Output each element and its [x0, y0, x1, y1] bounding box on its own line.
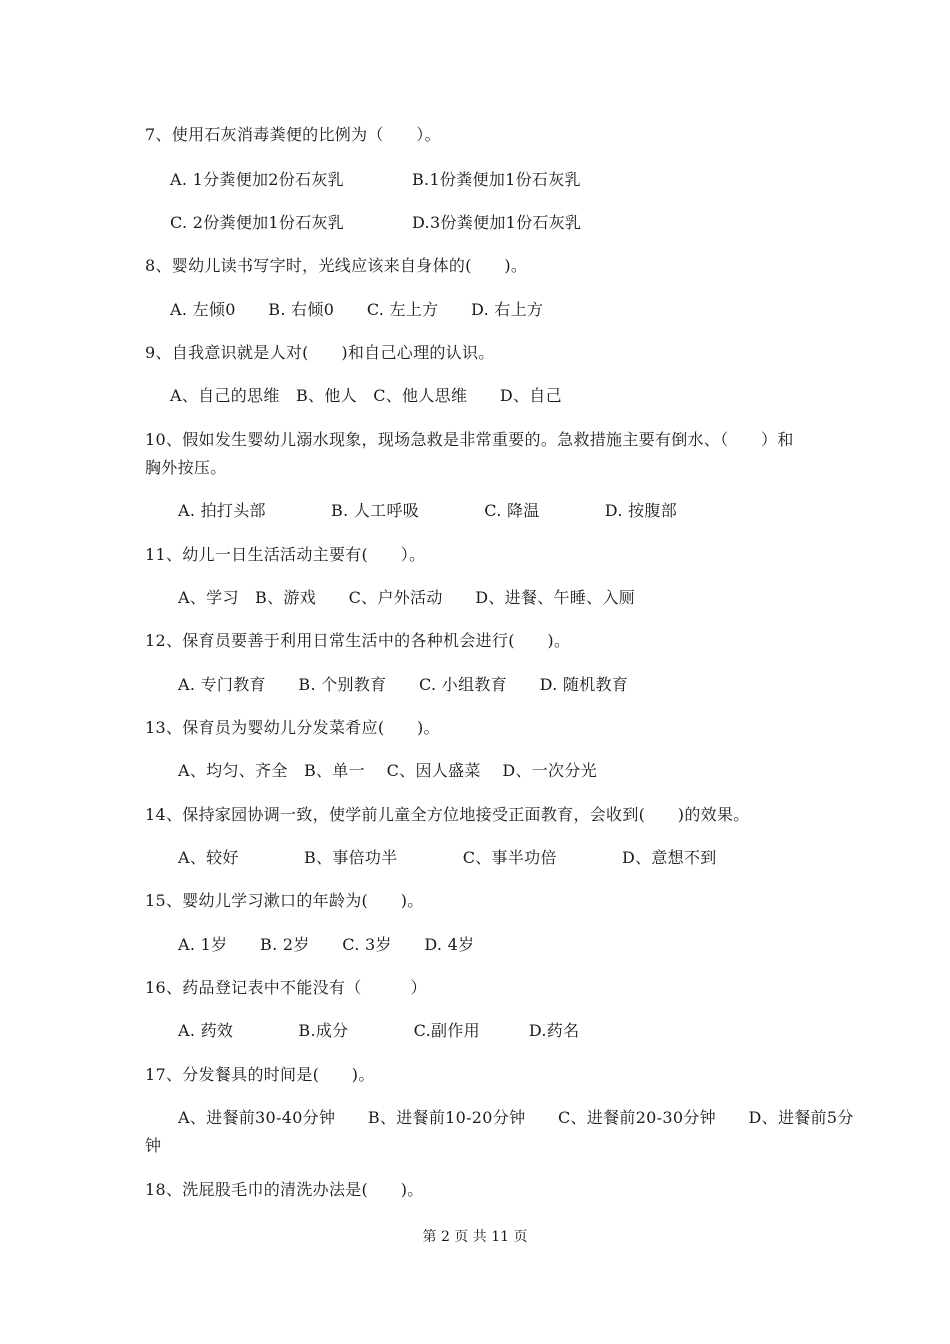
question-12-stem: 12、保育员要善于利用日常生活中的各种机会进行( )。 — [145, 631, 571, 650]
question-14-options: A、较好 B、事倍功半 C、事半功倍 D、意想不到 — [178, 848, 717, 867]
question-18-stem: 18、洗屁股毛巾的清洗办法是( )。 — [145, 1180, 424, 1199]
question-7-option-a: A. 1分粪便加2份石灰乳 — [170, 170, 344, 189]
question-8-stem: 8、婴幼儿读书写字时，光线应该来自身体的( )。 — [145, 256, 528, 275]
question-17-options: A、进餐前30-40分钟 B、进餐前10-20分钟 C、进餐前20-30分钟 D、进餐前5分 — [178, 1108, 854, 1127]
question-7-option-c: C. 2份粪便加1份石灰乳 — [170, 213, 345, 232]
question-12-options: A. 专门教育 B. 个别教育 C. 小组教育 D. 随机教育 — [178, 675, 629, 694]
page-footer: 第 2 页 共 11 页 — [422, 1229, 528, 1245]
question-9-options: A、自己的思维 B、他人 C、他人思维 D、自己 — [170, 386, 562, 405]
question-14-stem: 14、保持家园协调一致，使学前儿童全方位地接受正面教育，会收到( )的效果。 — [145, 805, 750, 824]
question-7-stem: 7、使用石灰消毒粪便的比例为（ ）。 — [145, 125, 441, 144]
question-10-stem: 10、假如发生婴幼儿溺水现象，现场急救是非常重要的。急救措施主要有倒水、（ ）和 — [145, 430, 794, 449]
question-10-options: A. 拍打头部 B. 人工呼吸 C. 降温 D. 按腹部 — [178, 501, 678, 520]
question-9-stem: 9、自我意识就是人对( )和自己心理的认识。 — [145, 343, 495, 362]
question-7-option-d: D.3份粪便加1份石灰乳 — [412, 213, 582, 232]
question-16-stem: 16、药品登记表中不能没有（ ） — [145, 978, 427, 997]
question-13-options: A、均匀、齐全 B、单一 C、因人盛菜 D、一次分光 — [178, 761, 597, 780]
question-11-options: A、学习 B、游戏 C、户外活动 D、进餐、午睡、入厕 — [178, 588, 636, 607]
question-11-stem: 11、幼儿一日生活活动主要有( ）。 — [145, 545, 426, 564]
question-15-options: A. 1岁 B. 2岁 C. 3岁 D. 4岁 — [178, 935, 475, 954]
question-16-options: A. 药效 B.成分 C.副作用 D.药名 — [178, 1021, 580, 1040]
question-8-options: A. 左倾0 B. 右倾0 C. 左上方 D. 右上方 — [170, 300, 544, 319]
question-17-stem: 17、分发餐具的时间是( )。 — [145, 1065, 375, 1084]
question-7-option-b: B.1份粪便加1份石灰乳 — [412, 170, 581, 189]
question-13-stem: 13、保育员为婴幼儿分发菜肴应( )。 — [145, 718, 440, 737]
question-17-options-continued: 钟 — [145, 1136, 162, 1155]
question-15-stem: 15、婴幼儿学习漱口的年龄为( )。 — [145, 891, 424, 910]
question-10-stem-continued: 胸外按压。 — [145, 458, 227, 477]
